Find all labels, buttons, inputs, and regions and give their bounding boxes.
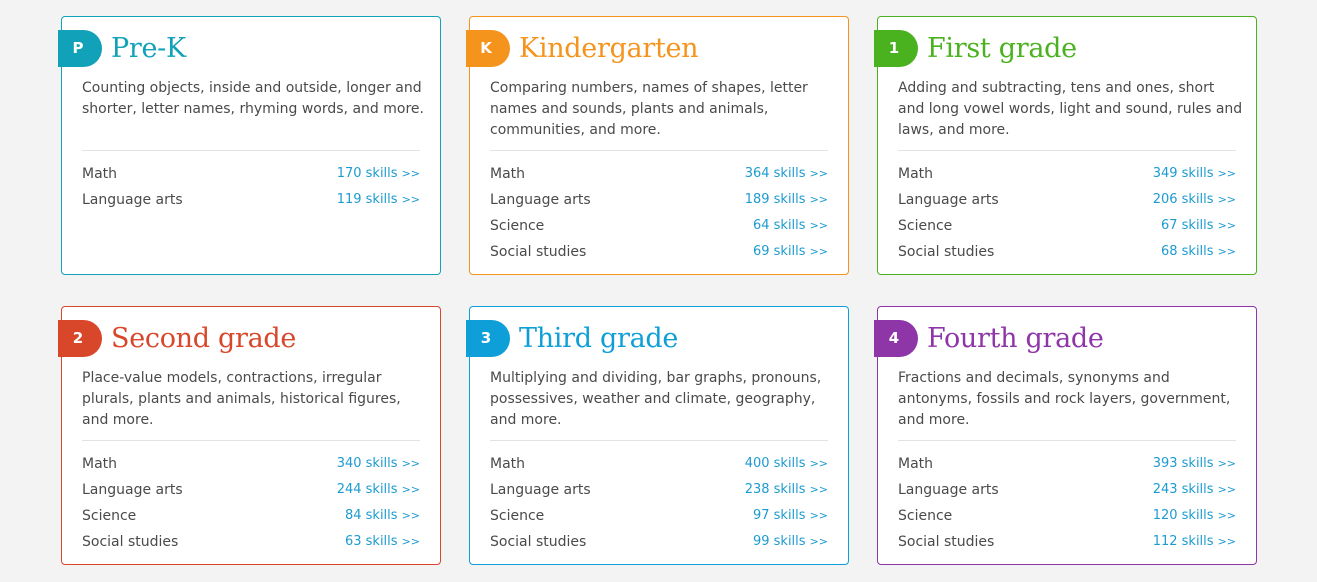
subject-name: Science — [490, 218, 545, 234]
chevron-double-right-icon: >> — [809, 219, 828, 232]
grade-card-fourth-grade — [877, 306, 1257, 565]
divider — [898, 440, 1236, 441]
subject-row — [82, 480, 420, 506]
skills-link[interactable] — [1153, 454, 1236, 480]
subject-row — [898, 216, 1236, 242]
subject-row — [490, 190, 828, 216]
subject-name: Math — [490, 166, 526, 182]
grade-description: Adding and subtracting, tens and ones, short and long vowel words, light and sound, rules and laws, and more. — [898, 80, 1243, 138]
skills-count[interactable]: 119 skills — [336, 192, 398, 207]
subject-name: Social studies — [82, 534, 179, 550]
skills-count[interactable]: 99 skills — [752, 534, 806, 549]
subject-row — [898, 532, 1236, 558]
grade-badge: 3 — [466, 320, 510, 357]
subject-row — [490, 532, 828, 558]
subject-row — [82, 532, 420, 558]
skills-link[interactable] — [337, 480, 420, 506]
divider — [82, 440, 420, 441]
chevron-double-right-icon: >> — [1217, 167, 1236, 180]
skills-link[interactable] — [753, 242, 828, 268]
chevron-double-right-icon: >> — [1217, 245, 1236, 258]
subject-row — [898, 190, 1236, 216]
skills-link[interactable] — [1161, 242, 1236, 268]
subject-name: Science — [898, 508, 953, 524]
grade-description: Comparing numbers, names of shapes, letter names and sounds, plants and animals, communities, and more. — [490, 80, 808, 138]
subject-name: Language arts — [898, 192, 999, 208]
subject-name: Social studies — [898, 534, 995, 550]
skills-link[interactable] — [345, 532, 420, 558]
skills-count[interactable]: 244 skills — [336, 482, 398, 497]
subject-row — [898, 506, 1236, 532]
divider — [898, 150, 1236, 151]
subject-row — [898, 480, 1236, 506]
grade-badge: 2 — [58, 320, 102, 357]
skills-count[interactable]: 364 skills — [744, 166, 806, 181]
grade-description: Place-value models, contractions, irregular plurals, plants and animals, historical figures, and more. — [82, 370, 401, 428]
subject-row — [490, 216, 828, 242]
skills-count[interactable]: 97 skills — [752, 508, 806, 523]
chevron-double-right-icon: >> — [809, 457, 828, 470]
chevron-double-right-icon: >> — [809, 167, 828, 180]
chevron-double-right-icon: >> — [809, 509, 828, 522]
grade-title[interactable]: Second grade — [111, 323, 297, 354]
subject-name: Language arts — [82, 192, 183, 208]
chevron-double-right-icon: >> — [809, 193, 828, 206]
skills-link[interactable] — [753, 506, 828, 532]
grade-card-third-grade — [469, 306, 849, 565]
skills-link[interactable] — [1153, 506, 1236, 532]
chevron-double-right-icon: >> — [1217, 219, 1236, 232]
chevron-double-right-icon: >> — [401, 457, 420, 470]
skills-link[interactable] — [753, 216, 828, 242]
subject-name: Social studies — [490, 534, 587, 550]
skills-link[interactable] — [1153, 190, 1236, 216]
chevron-double-right-icon: >> — [1217, 193, 1236, 206]
skills-link[interactable] — [1153, 532, 1236, 558]
divider — [490, 440, 828, 441]
chevron-double-right-icon: >> — [1217, 535, 1236, 548]
chevron-double-right-icon: >> — [809, 535, 828, 548]
skills-count[interactable]: 69 skills — [752, 244, 806, 259]
grade-description: Fractions and decimals, synonyms and antonyms, fossils and rock layers, government, and more. — [898, 370, 1231, 428]
grade-badge: 4 — [874, 320, 918, 357]
subject-name: Math — [82, 166, 118, 182]
skills-count[interactable]: 67 skills — [1160, 218, 1214, 233]
subject-name: Social studies — [898, 244, 995, 260]
subject-row — [490, 480, 828, 506]
chevron-double-right-icon: >> — [401, 483, 420, 496]
skills-count[interactable]: 68 skills — [1160, 244, 1214, 259]
grade-title[interactable]: Kindergarten — [519, 33, 699, 64]
grade-card-pre-k — [61, 16, 441, 275]
chevron-double-right-icon: >> — [809, 483, 828, 496]
skills-count[interactable]: 349 skills — [1152, 166, 1214, 181]
subject-row — [898, 164, 1236, 190]
subject-name: Math — [898, 456, 934, 472]
chevron-double-right-icon: >> — [1217, 509, 1236, 522]
divider — [82, 150, 420, 151]
grade-card-first-grade — [877, 16, 1257, 275]
subject-name: Math — [82, 456, 118, 472]
subject-name: Math — [898, 166, 934, 182]
grade-badge: K — [466, 30, 510, 67]
chevron-double-right-icon: >> — [1217, 483, 1236, 496]
skills-count[interactable]: 120 skills — [1152, 508, 1214, 523]
subject-name: Language arts — [898, 482, 999, 498]
grade-title[interactable]: Fourth grade — [927, 323, 1104, 354]
chevron-double-right-icon: >> — [809, 245, 828, 258]
skills-link[interactable] — [753, 532, 828, 558]
skills-count[interactable]: 206 skills — [1152, 192, 1214, 207]
skills-link[interactable] — [745, 454, 828, 480]
skills-link[interactable] — [745, 480, 828, 506]
grade-card-kindergarten — [469, 16, 849, 275]
subject-name: Language arts — [490, 192, 591, 208]
skills-count[interactable]: 170 skills — [336, 166, 398, 181]
skills-link[interactable] — [745, 190, 828, 216]
grade-description: Multiplying and dividing, bar graphs, pronouns, possessives, weather and climate, geography, and more. — [490, 370, 822, 428]
subject-row — [82, 454, 420, 480]
grade-title[interactable]: Third grade — [519, 323, 679, 354]
skills-count[interactable]: 63 skills — [344, 534, 398, 549]
skills-count[interactable]: 189 skills — [744, 192, 806, 207]
subject-list — [490, 454, 828, 558]
skills-link[interactable] — [337, 190, 420, 216]
grade-card-second-grade — [61, 306, 441, 565]
grade-description: Counting objects, inside and outside, longer and shorter, letter names, rhyming words, and more. — [82, 80, 424, 117]
skills-link[interactable] — [1153, 164, 1236, 190]
subject-row — [490, 454, 828, 480]
subject-row — [490, 242, 828, 268]
chevron-double-right-icon: >> — [401, 509, 420, 522]
subject-name: Science — [490, 508, 545, 524]
subject-list — [82, 454, 420, 558]
grade-badge: 1 — [874, 30, 918, 67]
subject-row — [490, 164, 828, 190]
chevron-double-right-icon: >> — [401, 193, 420, 206]
skills-count[interactable]: 64 skills — [752, 218, 806, 233]
skills-link[interactable] — [1153, 480, 1236, 506]
subject-row — [82, 190, 420, 216]
subject-name: Science — [82, 508, 137, 524]
chevron-double-right-icon: >> — [401, 535, 420, 548]
skills-count[interactable]: 238 skills — [744, 482, 806, 497]
skills-count[interactable]: 112 skills — [1152, 534, 1214, 549]
subject-row — [898, 454, 1236, 480]
subject-row — [490, 506, 828, 532]
skills-link[interactable] — [337, 454, 420, 480]
skills-count[interactable]: 243 skills — [1152, 482, 1214, 497]
skills-count[interactable]: 400 skills — [744, 456, 806, 471]
subject-row — [898, 242, 1236, 268]
skills-link[interactable] — [345, 506, 420, 532]
subject-list — [490, 164, 828, 268]
skills-count[interactable]: 340 skills — [336, 456, 398, 471]
grade-badge: P — [58, 30, 102, 67]
subject-list — [898, 164, 1236, 268]
grade-title[interactable]: Pre-K — [111, 33, 186, 64]
skills-count[interactable]: 84 skills — [344, 508, 398, 523]
chevron-double-right-icon: >> — [401, 167, 420, 180]
subject-list — [898, 454, 1236, 558]
subject-name: Social studies — [490, 244, 587, 260]
skills-link[interactable] — [1161, 216, 1236, 242]
subject-name: Science — [898, 218, 953, 234]
subject-list — [82, 164, 420, 216]
grade-title[interactable]: First grade — [927, 33, 1077, 64]
subject-row — [82, 506, 420, 532]
divider — [490, 150, 828, 151]
chevron-double-right-icon: >> — [1217, 457, 1236, 470]
skills-link[interactable] — [745, 164, 828, 190]
skills-link[interactable] — [337, 164, 420, 190]
subject-name: Language arts — [490, 482, 591, 498]
subject-name: Math — [490, 456, 526, 472]
subject-row — [82, 164, 420, 190]
subject-name: Language arts — [82, 482, 183, 498]
skills-count[interactable]: 393 skills — [1152, 456, 1214, 471]
